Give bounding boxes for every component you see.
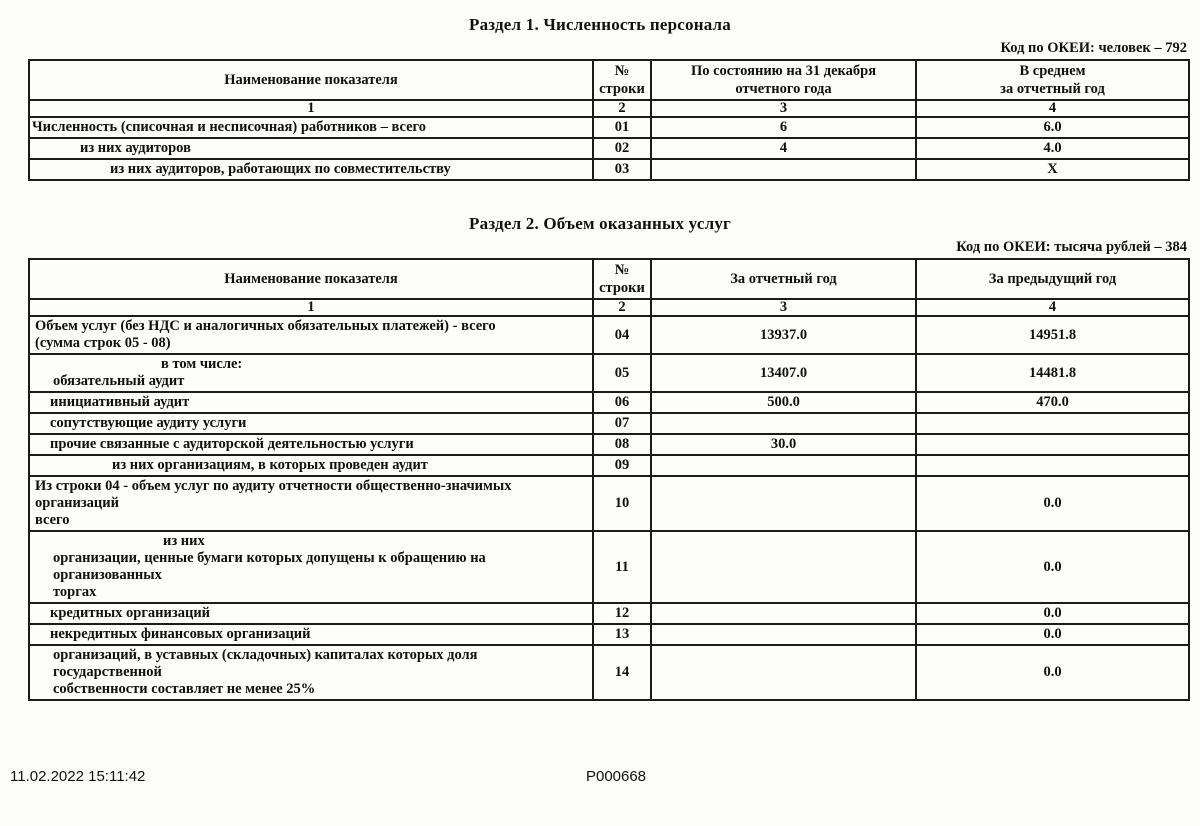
- row-value-cell: [916, 434, 1189, 455]
- row-value-cell: 13407.0: [651, 354, 916, 392]
- table-row: [29, 531, 1189, 603]
- section1-okei-code: Код по ОКЕИ: человек – 792: [1000, 40, 1187, 56]
- row-name-cell: прочие связанные с аудиторской деятельностью услуги: [29, 434, 593, 455]
- row-value-cell: [651, 645, 916, 700]
- row-value-cell: 0.0: [916, 645, 1189, 700]
- row-value-cell: 0.0: [916, 603, 1189, 624]
- row-line-number-cell: 10: [593, 476, 651, 531]
- section1-numbering-row: [29, 100, 1189, 117]
- section1-title: Раздел 1. Численность персонала: [469, 15, 731, 34]
- header-cell-name: Наименование показателя: [29, 259, 593, 299]
- row-line-number-cell: 08: [593, 434, 651, 455]
- header-cell-col3: За отчетный год: [651, 259, 916, 299]
- footer-timestamp: 11.02.2022 15:11:42: [10, 768, 146, 785]
- row-name-cell: из них организации, ценные бумаги которых допущены к обращению на организованных торгах: [29, 531, 593, 603]
- row-line-number-cell: 07: [593, 413, 651, 434]
- row-value-cell: X: [916, 159, 1189, 180]
- header-cell-col3: По состоянию на 31 декабря отчетного года: [651, 60, 916, 100]
- table-row: [29, 117, 1189, 138]
- header-cell-line-no: № строки: [593, 60, 651, 100]
- section2-header-row: [29, 259, 1189, 299]
- table-row: [29, 603, 1189, 624]
- footer-form-code: P000668: [585, 768, 647, 785]
- row-name-cell: из них аудиторов, работающих по совместительству: [29, 159, 593, 180]
- table-row: [29, 624, 1189, 645]
- row-value-cell: 6: [651, 117, 916, 138]
- table-row: [29, 354, 1189, 392]
- row-line-number-cell: 04: [593, 316, 651, 354]
- row-value-cell: 4.0: [916, 138, 1189, 159]
- row-value-cell: 14481.8: [916, 354, 1189, 392]
- table-row: [29, 476, 1189, 531]
- row-value-cell: 30.0: [651, 434, 916, 455]
- row-line-number-cell: 02: [593, 138, 651, 159]
- row-value-cell: 500.0: [651, 392, 916, 413]
- row-name-cell: некредитных финансовых организаций: [29, 624, 593, 645]
- row-value-cell: [916, 455, 1189, 476]
- row-line-number-cell: 01: [593, 117, 651, 138]
- table-row: [29, 455, 1189, 476]
- numbering-cell: 2: [593, 100, 651, 117]
- row-value-cell: [651, 159, 916, 180]
- row-value-cell: 0.0: [916, 531, 1189, 603]
- section2-numbering-row: [29, 299, 1189, 316]
- row-name-cell: из них организациям, в которых проведен аудит: [29, 455, 593, 476]
- table-row: [29, 392, 1189, 413]
- row-value-cell: 4: [651, 138, 916, 159]
- row-line-number-cell: 14: [593, 645, 651, 700]
- row-name-cell: из них аудиторов: [29, 138, 593, 159]
- row-value-cell: 470.0: [916, 392, 1189, 413]
- row-value-cell: [651, 455, 916, 476]
- row-line-number-cell: 11: [593, 531, 651, 603]
- row-value-cell: 13937.0: [651, 316, 916, 354]
- row-line-number-cell: 13: [593, 624, 651, 645]
- row-name-cell: Из строки 04 - объем услуг по аудиту отчетности общественно-значимых организаций всего: [29, 476, 593, 531]
- row-line-number-cell: 06: [593, 392, 651, 413]
- table-row: [29, 434, 1189, 455]
- header-cell-col4: В среднем за отчетный год: [916, 60, 1189, 100]
- row-value-cell: 0.0: [916, 624, 1189, 645]
- header-cell-col4: За предыдущий год: [916, 259, 1189, 299]
- row-line-number-cell: 12: [593, 603, 651, 624]
- row-value-cell: [651, 603, 916, 624]
- header-cell-line-no: № строки: [593, 259, 651, 299]
- row-value-cell: [651, 413, 916, 434]
- row-value-cell: 14951.8: [916, 316, 1189, 354]
- table-row: [29, 138, 1189, 159]
- row-value-cell: [651, 476, 916, 531]
- row-name-cell: сопутствующие аудиту услуги: [29, 413, 593, 434]
- numbering-cell: 1: [29, 100, 593, 117]
- table-row: [29, 159, 1189, 180]
- row-line-number-cell: 09: [593, 455, 651, 476]
- row-name-cell: организаций, в уставных (складочных) капиталах которых доля государственной собственности составляет не менее 25%: [29, 645, 593, 700]
- numbering-cell: 4: [916, 100, 1189, 117]
- row-value-cell: [651, 531, 916, 603]
- row-value-cell: 0.0: [916, 476, 1189, 531]
- row-name-cell: в том числе: обязательный аудит: [29, 354, 593, 392]
- row-value-cell: [916, 413, 1189, 434]
- section2-okei-code: Код по ОКЕИ: тысяча рублей – 384: [956, 239, 1187, 255]
- section2-table: [28, 258, 1190, 701]
- numbering-cell: 1: [29, 299, 593, 316]
- row-line-number-cell: 03: [593, 159, 651, 180]
- section1-header-row: [29, 60, 1189, 100]
- numbering-cell: 2: [593, 299, 651, 316]
- row-name-cell: инициативный аудит: [29, 392, 593, 413]
- row-name-cell: кредитных организаций: [29, 603, 593, 624]
- table-row: [29, 413, 1189, 434]
- section2-title: Раздел 2. Объем оказанных услуг: [469, 214, 731, 233]
- row-name-cell: Численность (списочная и несписочная) работников – всего: [29, 117, 593, 138]
- row-value-cell: [651, 624, 916, 645]
- section1-table: [28, 59, 1190, 181]
- row-value-cell: 6.0: [916, 117, 1189, 138]
- header-cell-name: Наименование показателя: [29, 60, 593, 100]
- numbering-cell: 4: [916, 299, 1189, 316]
- numbering-cell: 3: [651, 100, 916, 117]
- table-row: [29, 645, 1189, 700]
- row-line-number-cell: 05: [593, 354, 651, 392]
- row-name-cell: Объем услуг (без НДС и аналогичных обязательных платежей) - всего (сумма строк 05 - 08): [29, 316, 593, 354]
- table-row: [29, 316, 1189, 354]
- numbering-cell: 3: [651, 299, 916, 316]
